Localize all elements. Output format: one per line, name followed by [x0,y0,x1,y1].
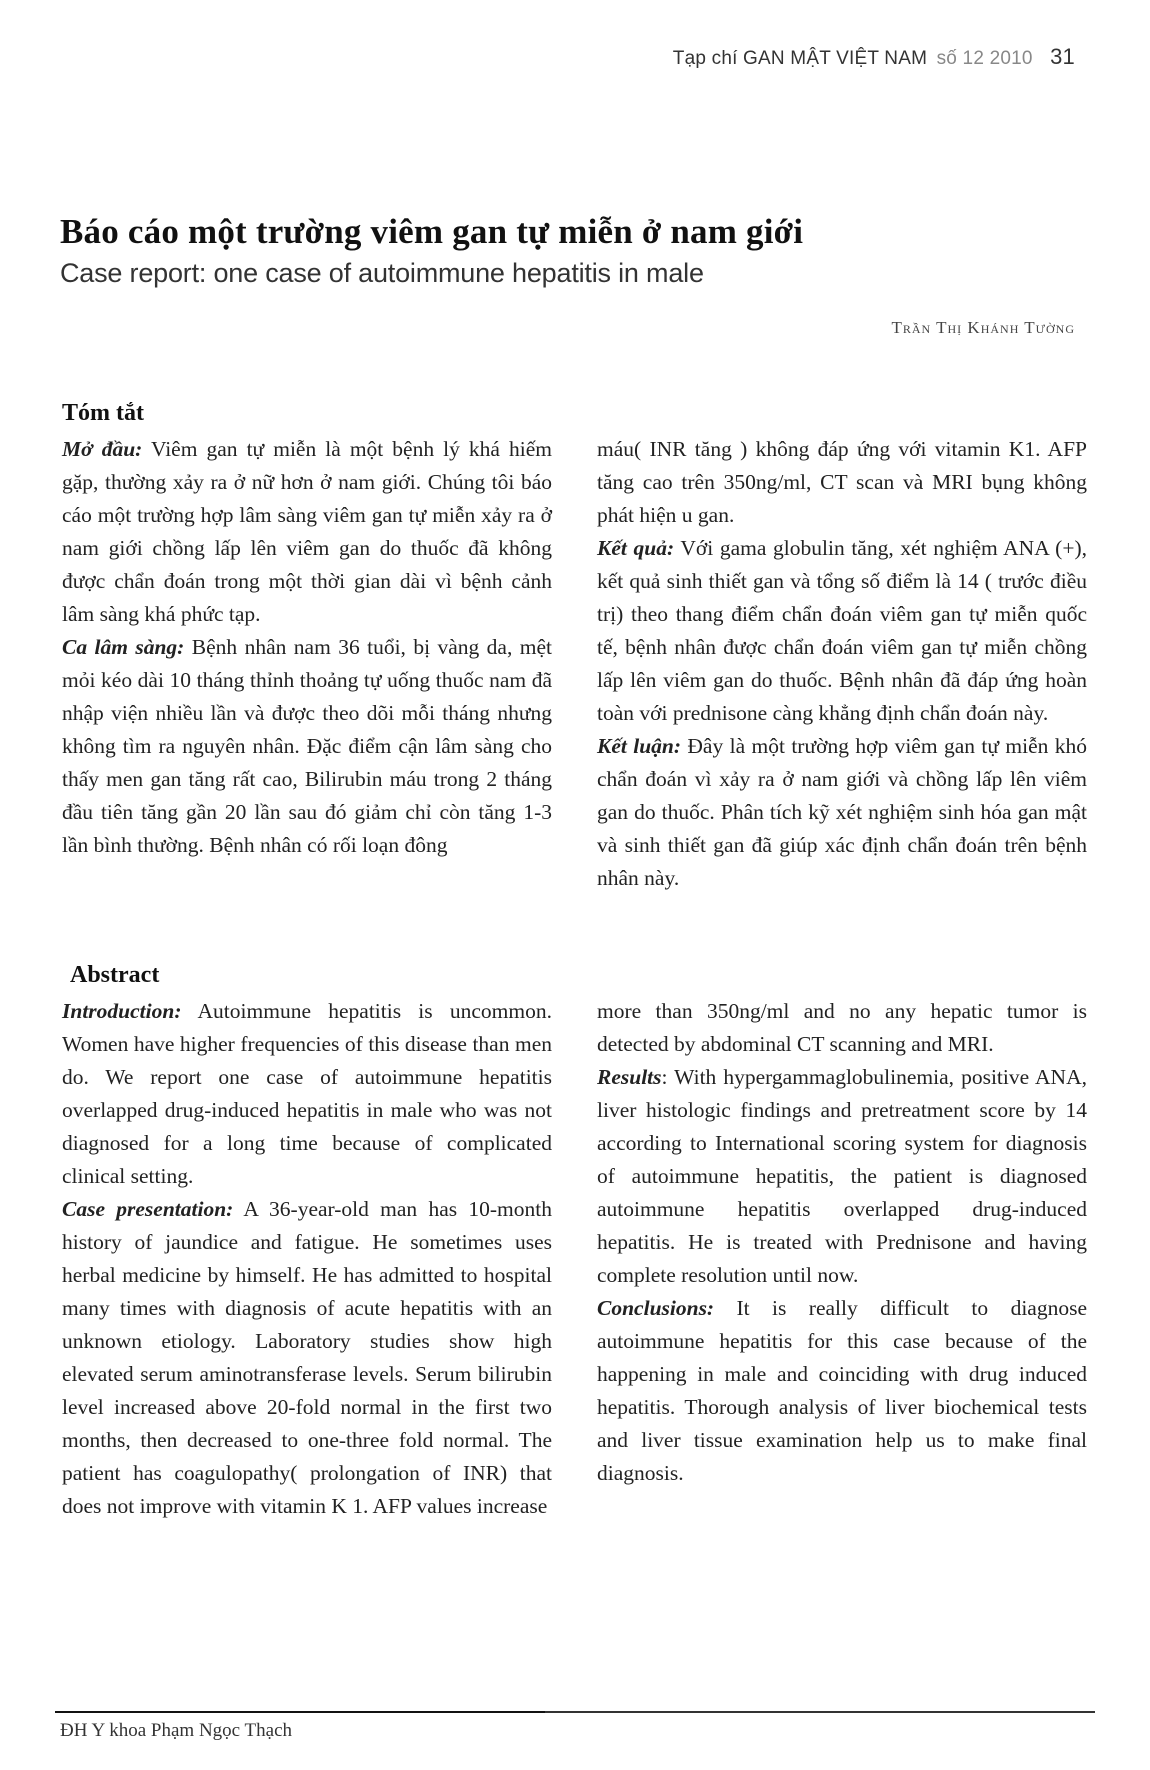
footer-affiliation: ĐH Y khoa Phạm Ngọc Thạch [60,1720,292,1741]
paragraph-lead: Kết quả: [597,536,675,560]
abstract-paragraph-continued [597,995,1087,1061]
paragraph-lead: Results [597,1065,662,1089]
paragraph-text: Viêm gan tự miễn là một bệnh lý khá hiếm gặp, thường xảy ra ở nữ hơn ở nam giới. Chúng tôi báo cáo một trường hợp lâm sàng viêm gan tự miễn xảy ra ở nam giới chồng lấp lên viêm gan do thuốc đã không được chẩn đoán trong một thời gian dài vì bệnh cảnh lâm sàng khá phức tạp. [62,437,552,626]
paragraph-text: Với gama globulin tăng, xét nghiệm ANA (+), kết quả sinh thiết gan và tổng số điểm là 14 ( trước điều trị) theo thang điểm chẩn đoán viêm gan tự miễn quốc tế, bệnh nhân được chẩn đoán viêm gan tự miễn chồng lấp lên viêm gan do thuốc. Bệnh nhân đã đáp ứng hoàn toàn với prednisone càng khẳng định chẩn đoán này. [597,536,1087,725]
abstract-paragraph-introduction [62,995,552,1193]
summary-left-column [62,433,552,862]
summary-heading: Tóm tắt [62,400,144,426]
footer-divider [55,1711,1095,1713]
paragraph-text: Autoimmune hepatitis is uncommon. Women have higher frequencies of this disease than men do. We report one case of autoimmune hepatitis overlapped drug-induced hepatitis in male who was not diagnosed for a long time because of complicated clinical setting. [62,999,552,1188]
paragraph-lead: Mở đầu: [62,437,143,461]
paragraph-lead: Conclusions: [597,1296,715,1320]
paragraph-text: more than 350ng/ml and no any hepatic tumor is detected by abdominal CT scanning and MRI. [597,999,1087,1056]
abstract-paragraph-results [597,1061,1087,1292]
abstract-heading: Abstract [70,962,160,988]
abstract-paragraph-case-presentation [62,1193,552,1523]
paragraph-text: : With hypergammaglobulinemia, positive ANA, liver histologic findings and pretreatment score by 14 according to International scoring system for diagnosis of autoimmune hepatitis, the patient is diagnosed autoimmune hepatitis overlapped drug-induced hepatitis. He is treated with Prednisone and having complete resolution until now. [597,1065,1087,1287]
issue-number: số 12 2010 [936,48,1033,69]
paragraph-text: It is really difficult to diagnose autoimmune hepatitis for this case because of the happening in male and coinciding with drug induced hepatitis. Thorough analysis of liver biochemical tests and liver tissue examination help us to make final diagnosis. [597,1296,1087,1485]
abstract-left-column [62,995,552,1523]
paragraph-text: Bệnh nhân nam 36 tuổi, bị vàng da, mệt mỏi kéo dài 10 tháng thỉnh thoảng tự uống thuốc nam đã nhập viện nhiều lần và được theo dõi mỗi tháng nhưng không tìm ra nguyên nhân. Đặc điểm cận lâm sàng cho thấy men gan tăng rất cao, Bilirubin máu trong 2 tháng đầu tiên tăng gần 20 lần sau đó giảm chỉ còn tăng 1-3 lần bình thường. Bệnh nhân có rối loạn đông [62,635,553,857]
journal-name: Tạp chí GAN MẬT VIỆT NAM [672,48,928,69]
paragraph-lead: Kết luận: [597,734,682,758]
author-name: Trần Thị Khánh Tường [891,318,1075,337]
running-header [673,44,1075,70]
summary-paragraph-results [597,532,1087,730]
paragraph-lead: Introduction: [62,999,182,1023]
summary-paragraph-introduction [62,433,552,631]
summary-paragraph-conclusion [597,730,1087,895]
paragraph-lead: Case presentation: [62,1197,234,1221]
summary-paragraph-case [62,631,552,862]
paragraph-text: máu( INR tăng ) không đáp ứng với vitamin K1. AFP tăng cao trên 350ng/ml, CT scan và MRI bụng không phát hiện u gan. [597,437,1087,527]
summary-right-column [597,433,1087,895]
summary-paragraph-continued [597,433,1087,532]
page-number: 31 [1050,44,1075,69]
paragraph-lead: Ca lâm sàng: [62,635,185,659]
abstract-paragraph-conclusions [597,1292,1087,1490]
paragraph-text: Đây là một trường hợp viêm gan tự miễn khó chẩn đoán vì xảy ra ở nam giới và chồng lấp lên viêm gan do thuốc. Phân tích kỹ xét nghiệm sinh hóa gan mật và sinh thiết gan đã giúp xác định chẩn đoán trên bệnh nhân này. [597,734,1087,890]
paragraph-text: A 36-year-old man has 10-month history of jaundice and fatigue. He sometimes uses herbal medicine by himself. He has admitted to hospital many times with diagnosis of acute hepatitis with an unknown etiology. Laboratory studies show high elevated serum aminotransferase levels. Serum bilirubin level increased above 20-fold normal in the first two months, then decreased to one-three fold normal. The patient has coagulopathy( prolongation of INR) that does not improve with vitamin K 1. AFP values increase [62,1197,552,1518]
article-title-english: Case report: one case of autoimmune hepatitis in male [60,258,704,288]
article-title-vietnamese: Báo cáo một trường viêm gan tự miễn ở nam giới [60,212,804,251]
footer-divider-accent [55,1711,545,1713]
abstract-right-column [597,995,1087,1490]
